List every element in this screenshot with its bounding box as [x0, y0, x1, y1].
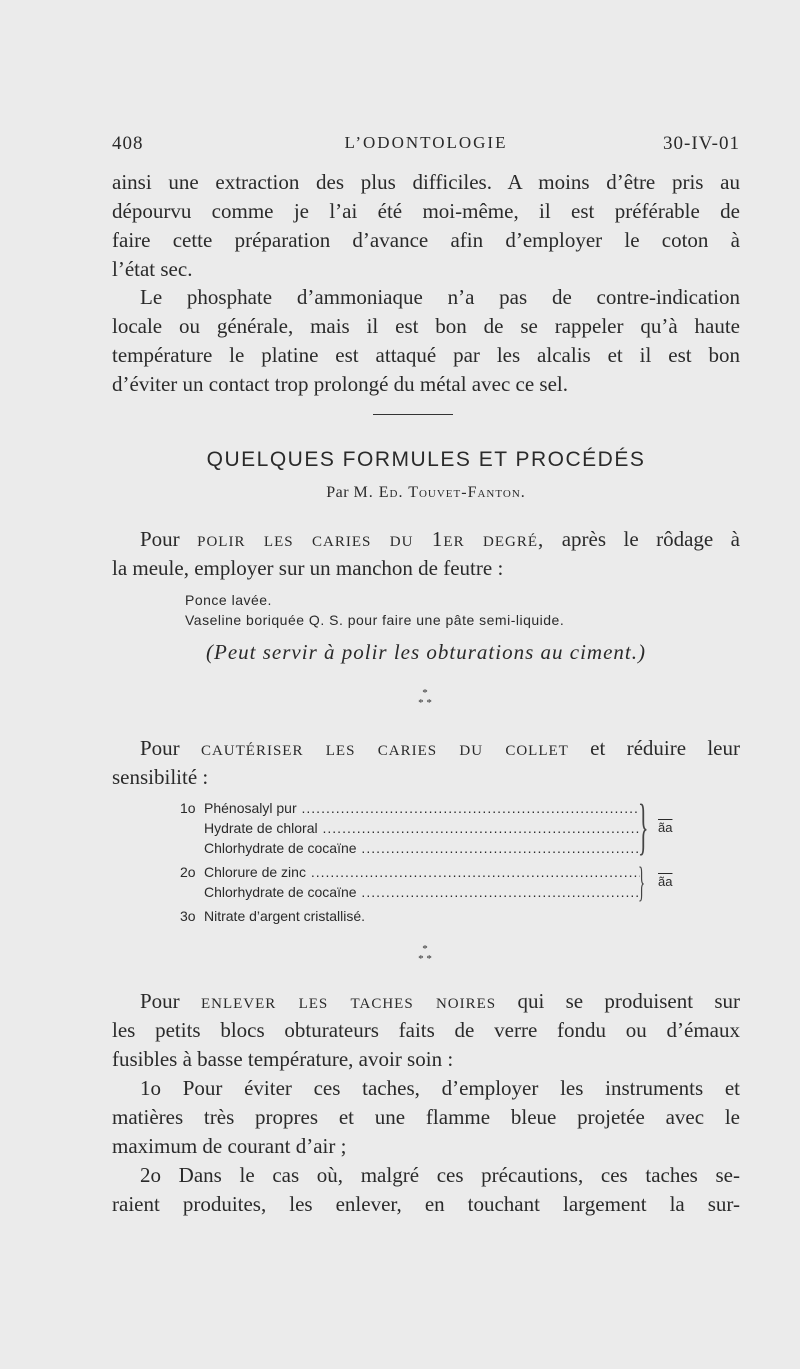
asterism [410, 688, 440, 708]
brace-group-1: } [638, 793, 649, 861]
recipe-ingredient: Chlorhydrate de cocaïne ..... [204, 882, 640, 902]
recipe-line [180, 906, 640, 926]
formula-line: Vaseline boriquée Q. S. pour faire une pâte semi-liquide. [185, 612, 565, 628]
text-line: locale ou générale, mais il est bon de se rappeler qu’à haute [112, 314, 740, 338]
recipe-number: 2o [180, 864, 196, 880]
text-run: Pour [140, 989, 201, 1013]
small-caps-run: cautériser les caries du collet [200, 736, 569, 760]
recipe-ingredient: Nitrate d’argent cristallisé. [204, 908, 366, 924]
phosphate-paragraph [112, 283, 740, 399]
text-line: 1o Pour éviter ces taches, d’employer les instruments et [140, 1076, 740, 1100]
section-divider [373, 414, 453, 415]
journal-title: L’ODONTOLOGIE [344, 133, 508, 152]
recipe-line [180, 818, 640, 838]
polir-formula [185, 590, 564, 630]
enlever-paragraph [112, 987, 740, 1219]
asterism-bottom: * * [418, 953, 432, 965]
recipe-line [180, 838, 640, 858]
small-caps-run: enlever les taches noires [200, 989, 497, 1013]
text-run: après le rôdage à [544, 527, 740, 551]
text-line: raient produites, les enlever, en touchant largement la sur- [112, 1192, 740, 1216]
recipe-ingredient: Hydrate de chloral ..... [204, 818, 640, 838]
page-number: 408 [112, 133, 144, 154]
asterism [410, 944, 440, 964]
recipe-ingredient: Chlorure de zinc ..... [204, 862, 640, 882]
recipe-ingredient: Chlorhydrate de cocaïne ..... [204, 838, 640, 858]
text-line: sensibilité : [112, 765, 209, 789]
brace-group-2: } [638, 860, 646, 906]
text-line: maximum de courant d’air ; [112, 1134, 347, 1158]
asterism-bottom: * * [418, 697, 432, 709]
cauteriser-paragraph [112, 734, 740, 792]
byline-author: M. Ed. Touvet-Fanton. [353, 484, 526, 501]
text-line: Le phosphate d’ammoniaque n’a pas de contre-indication [140, 285, 740, 309]
aa-label-2: $\overline{ãa}$ [658, 874, 673, 889]
text-line: température le platine est attaqué par les alcalis et il est bon [112, 343, 740, 367]
polir-note: (Peut servir à polir les obturations au ciment.) [206, 640, 646, 664]
recipe-line [180, 882, 640, 902]
intro-paragraph [112, 168, 740, 284]
recipe-number: 3o [180, 908, 196, 924]
text-run: et réduire leur [568, 736, 740, 760]
formula-line: Ponce lavée. [185, 592, 272, 608]
text-line: les petits blocs obturateurs faits de verre fondu ou d’émaux [112, 1018, 740, 1042]
text-line: d’éviter un contact trop prolongé du métal avec ce sel. [112, 372, 568, 396]
text-run: qui se produisent sur [496, 989, 740, 1013]
cauteriser-recipe [180, 793, 673, 926]
text-line: ainsi une extraction des plus difficiles. A moins d’être pris au [112, 170, 740, 194]
text-line: faire cette préparation d’avance afin d’employer le coton à [112, 228, 740, 252]
text-line: la meule, employer sur un manchon de feutre : [112, 556, 504, 580]
aa-label-1: $\overline{ãa}$ [658, 820, 673, 835]
text-line [112, 987, 740, 1016]
text-line: l’état sec. [112, 257, 193, 281]
small-caps-run: polir les caries du 1er degré, [197, 527, 545, 551]
text-run: Pour [140, 527, 198, 551]
text-line [112, 525, 740, 554]
section-title: QUELQUES FORMULES ET PROCÉDÉS [206, 448, 646, 471]
text-line: 2o Dans le cas où, malgré ces précautions, ces taches se- [140, 1163, 740, 1187]
text-line [112, 734, 740, 763]
byline [112, 484, 740, 502]
text-line: matières très propres et une flamme bleue projetée avec le [112, 1105, 740, 1129]
recipe-number: 1o [180, 800, 196, 816]
byline-prefix: Par [326, 484, 350, 501]
issue-date: 30-IV-01 [663, 133, 740, 154]
asterism-top: * [422, 687, 428, 699]
asterism-top: * [422, 943, 428, 955]
text-line: dépourvu comme je l’ai été moi-même, il est préférable de [112, 199, 740, 223]
recipe-line [180, 862, 640, 882]
text-line: fusibles à basse température, avoir soin : [112, 1047, 454, 1071]
recipe-ingredient: Phénosalyl pur ..... [204, 798, 640, 818]
recipe-line [180, 798, 640, 818]
polir-paragraph [112, 525, 740, 583]
text-run: Pour [140, 736, 201, 760]
